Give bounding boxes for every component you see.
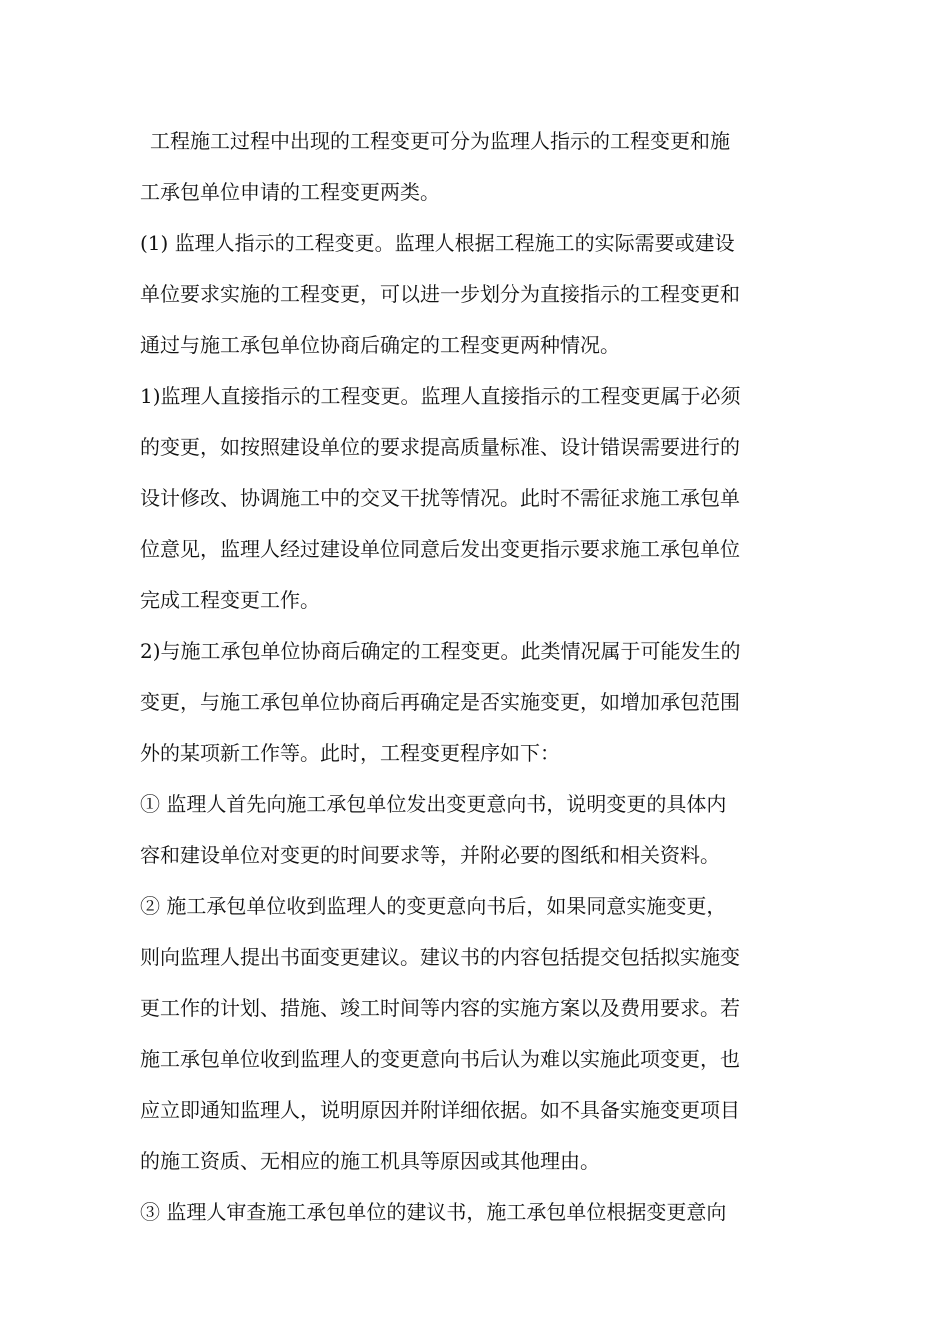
paragraph-line: ③ 监理人审查施工承包单位的建议书，施工承包单位根据变更意向 (140, 1200, 727, 1224)
paragraph-line: 的施工资质、无相应的施工机具等原因或其他理由。 (140, 1149, 600, 1173)
document-body (140, 116, 820, 1238)
paragraph-line: 完成工程变更工作。 (140, 588, 320, 612)
paragraph-line: 外的某项新工作等。此时，工程变更程序如下： (140, 741, 560, 765)
paragraph-line: 设计修改、协调施工中的交叉干扰等情况。此时不需征求施工承包单 (140, 486, 740, 510)
paragraph-line: 通过与施工承包单位协商后确定的工程变更两种情况。 (140, 333, 620, 357)
paragraph-line: 施工承包单位收到监理人的变更意向书后认为难以实施此项变更，也 (140, 1047, 740, 1071)
paragraph-line: ① 监理人首先向施工承包单位发出变更意向书，说明变更的具体内 (140, 792, 727, 816)
paragraph-line: 工程施工过程中出现的工程变更可分为监理人指示的工程变更和施 (150, 129, 730, 153)
paragraph-line: 则向监理人提出书面变更建议。建议书的内容包括提交包括拟实施变 (140, 945, 740, 969)
paragraph-line: 的变更，如按照建设单位的要求提高质量标准、设计错误需要进行的 (140, 435, 740, 459)
paragraph-line: 更工作的计划、措施、竣工时间等内容的实施方案以及费用要求。若 (140, 996, 740, 1020)
paragraph-line: (1) 监理人指示的工程变更。监理人根据工程施工的实际需要或建设 (140, 231, 735, 255)
paragraph-line: ② 施工承包单位收到监理人的变更意向书后，如果同意实施变更， (140, 894, 727, 918)
paragraph-line: 变更，与施工承包单位协商后再确定是否实施变更，如增加承包范围 (140, 690, 740, 714)
paragraph-line: 位意见，监理人经过建设单位同意后发出变更指示要求施工承包单位 (140, 537, 740, 561)
paragraph-line: 1)监理人直接指示的工程变更。监理人直接指示的工程变更属于必须 (140, 384, 741, 408)
paragraph-line: 容和建设单位对变更的时间要求等，并附必要的图纸和相关资料。 (140, 843, 720, 867)
paragraph-line: 单位要求实施的工程变更，可以进一步划分为直接指示的工程变更和 (140, 282, 740, 306)
paragraph-line: 工承包单位申请的工程变更两类。 (140, 180, 440, 204)
paragraph-line: 应立即通知监理人，说明原因并附详细依据。如不具备实施变更项目 (140, 1098, 740, 1122)
paragraph-line: 2)与施工承包单位协商后确定的工程变更。此类情况属于可能发生的 (140, 639, 741, 663)
